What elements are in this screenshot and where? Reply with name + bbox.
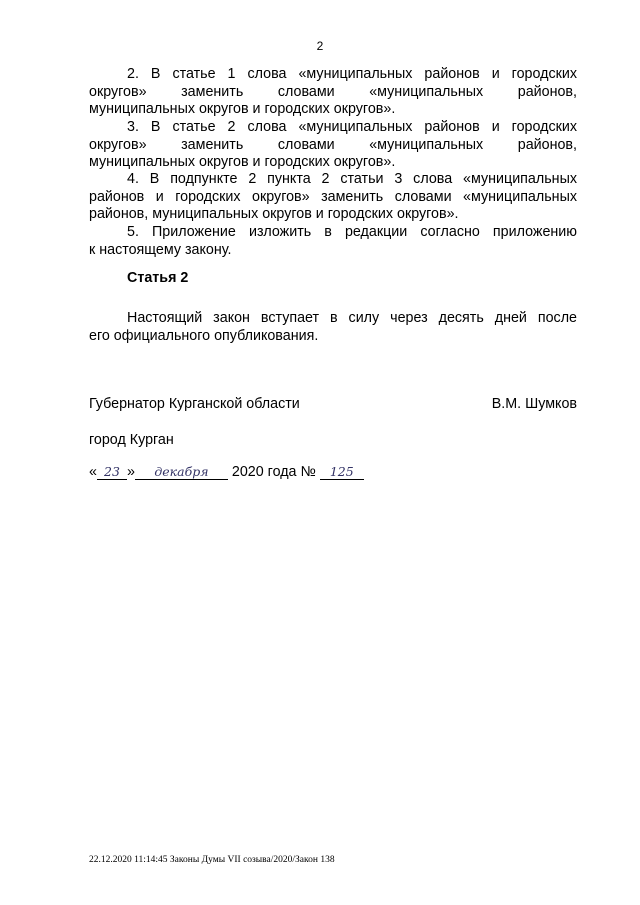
article-2-heading: Статья 2 [127,270,189,286]
footer-stamp: 22.12.2020 11:14:45 Законы Думы VII созыва/2020/Закон 138 [89,855,335,865]
paragraph-line: 4. В подпункте 2 пункта 2 статьи 3 слова «муниципальных [127,171,577,187]
paragraph-3 [89,119,577,172]
article-2-text [89,310,577,345]
city: город Курган [89,432,174,448]
paragraph-line: округов» заменить словами «муниципальных районов, [89,136,577,153]
paragraph-line: 3. В статье 2 слова «муниципальных районов и городских [127,119,577,135]
paragraph-line: к настоящему закону. [89,241,232,258]
date-open-quote: « [89,464,97,480]
paragraph-4 [89,171,577,224]
paragraph-line: муниципальных округов и городских округов». [89,154,396,171]
signature-row [89,396,577,412]
paragraph-5 [89,224,577,259]
paragraph-2 [89,66,577,119]
paragraph-line: 5. Приложение изложить в редакции согласно приложению [127,224,577,240]
paragraph-line: его официального опубликования. [89,327,319,344]
signatory-position: Губернатор Курганской области [89,396,300,412]
signatory-name: В.М. Шумков [491,396,577,412]
date-month: декабря [135,465,228,480]
date-line [89,464,364,480]
paragraph-line: Настоящий закон вступает в силу через десять дней после [127,310,577,326]
date-close-quote: » [126,464,135,480]
paragraph-line: муниципальных округов и городских округов». [89,101,396,118]
paragraph-line: районов и городских округов» заменить словами «муниципальных [89,188,577,205]
law-number: 125 [320,465,364,480]
page-number: 2 [316,39,324,53]
paragraph-line: 2. В статье 1 слова «муниципальных районов и городских [127,66,577,82]
paragraph-line: районов, муниципальных округов и городских округов». [89,206,459,223]
date-year: 2020 года № [231,464,316,480]
paragraph-line: округов» заменить словами «муниципальных районов, [89,83,577,100]
date-day: 23 [97,465,127,480]
